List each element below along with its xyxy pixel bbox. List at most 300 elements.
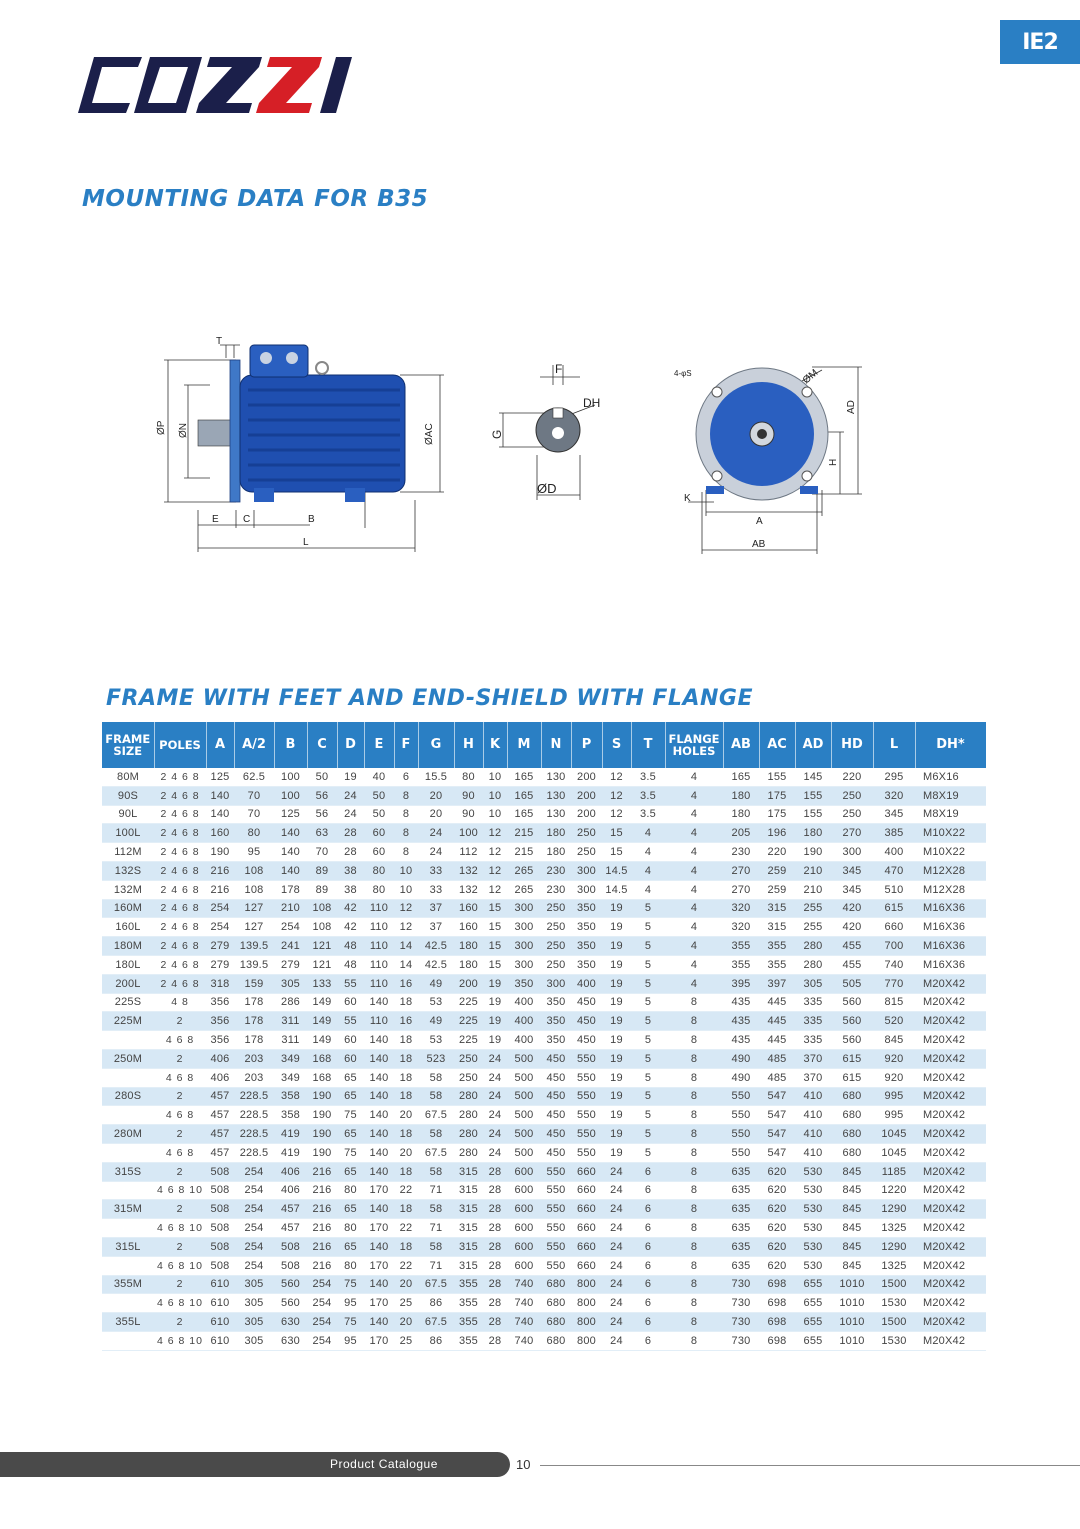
table-cell: 620	[759, 1200, 795, 1219]
table-cell: 350	[541, 1031, 571, 1050]
table-row	[102, 1294, 986, 1313]
table-cell: 12	[483, 880, 507, 899]
table-cell: 250	[541, 937, 571, 956]
table-cell: 680	[831, 1125, 873, 1144]
table-cell: 24	[602, 1294, 631, 1313]
table-cell: 42	[337, 899, 364, 918]
table-cell: 300	[507, 937, 541, 956]
table-cell: 112M	[102, 843, 154, 862]
table-row	[102, 1012, 986, 1031]
table-cell: 8	[665, 1143, 723, 1162]
table-row	[102, 786, 986, 805]
col-header: A	[206, 722, 234, 768]
table-cell: 470	[873, 861, 915, 880]
table-cell: 108	[307, 918, 337, 937]
table-cell: 508	[274, 1256, 307, 1275]
table-cell: 86	[418, 1331, 454, 1350]
table-cell: 279	[274, 955, 307, 974]
table-cell: 445	[759, 1031, 795, 1050]
table-cell: M20X42	[915, 1049, 986, 1068]
table-cell: 270	[831, 824, 873, 843]
table-row	[102, 1181, 986, 1200]
table-cell: 435	[723, 1031, 759, 1050]
table-cell: 86	[418, 1294, 454, 1313]
table-cell: 24	[602, 1313, 631, 1332]
table-cell: 8	[394, 824, 418, 843]
table-cell: 770	[873, 974, 915, 993]
table-row	[102, 824, 986, 843]
table-cell: 20	[418, 786, 454, 805]
table-cell: 80	[337, 1181, 364, 1200]
table-cell: 5	[631, 974, 665, 993]
table-cell: 228.5	[234, 1143, 274, 1162]
table-cell: 740	[507, 1331, 541, 1350]
table-cell: 80	[337, 1219, 364, 1238]
col-header: F	[394, 722, 418, 768]
table-cell: 60	[337, 1031, 364, 1050]
dim-dh-label: DH	[583, 396, 601, 410]
table-cell: 355L	[102, 1313, 154, 1332]
table-cell: M12X28	[915, 861, 986, 880]
table-cell: 228.5	[234, 1087, 274, 1106]
table-cell: 1530	[873, 1331, 915, 1350]
table-cell: 139.5	[234, 955, 274, 974]
table-cell: M20X42	[915, 1162, 986, 1181]
table-cell: 180	[454, 955, 483, 974]
table-cell: 250	[571, 843, 602, 862]
table-cell: 230	[541, 880, 571, 899]
table-cell: 19	[602, 1143, 631, 1162]
dim-m-label: ØM	[800, 367, 821, 387]
table-cell: 6	[631, 1200, 665, 1219]
table-cell	[102, 1331, 154, 1350]
table-cell: 2	[154, 1237, 206, 1256]
table-cell: 356	[206, 1012, 234, 1031]
table-cell: 125	[206, 768, 234, 786]
table-cell: 216	[307, 1256, 337, 1275]
table-cell: 445	[759, 993, 795, 1012]
table-cell: 225	[454, 1012, 483, 1031]
table-cell: 170	[364, 1294, 394, 1313]
table-cell: 140	[364, 1313, 394, 1332]
table-cell: 6	[631, 1256, 665, 1275]
table-cell: 24	[602, 1162, 631, 1181]
table-cell: 620	[759, 1219, 795, 1238]
table-cell: 305	[234, 1275, 274, 1294]
table-cell: 730	[723, 1313, 759, 1332]
table-cell: M10X22	[915, 824, 986, 843]
table-cell: 508	[206, 1162, 234, 1181]
table-cell: 159	[234, 974, 274, 993]
col-header: M	[507, 722, 541, 768]
table-cell: 508	[206, 1237, 234, 1256]
table-cell: 508	[206, 1256, 234, 1275]
table-cell: 132	[454, 880, 483, 899]
table-cell: 350	[541, 1012, 571, 1031]
table-cell: 6	[631, 1237, 665, 1256]
table-cell: 505	[831, 974, 873, 993]
table-cell: 1045	[873, 1125, 915, 1144]
table-cell: 845	[831, 1219, 873, 1238]
table-cell: 356	[206, 993, 234, 1012]
table-cell: 305	[795, 974, 831, 993]
dim-b-label: B	[308, 514, 315, 525]
table-cell: 5	[631, 937, 665, 956]
table-cell: 620	[759, 1162, 795, 1181]
table-cell: 228.5	[234, 1125, 274, 1144]
table-cell: 550	[571, 1125, 602, 1144]
table-cell: 241	[274, 937, 307, 956]
table-cell: 71	[418, 1181, 454, 1200]
table-cell: 355	[723, 955, 759, 974]
table-cell: 18	[394, 993, 418, 1012]
table-cell: 4	[665, 843, 723, 862]
table-cell: 815	[873, 993, 915, 1012]
table-cell: 80	[234, 824, 274, 843]
table-cell: M20X42	[915, 1068, 986, 1087]
table-cell: 180	[541, 843, 571, 862]
table-cell: 680	[831, 1106, 873, 1125]
table-cell: 3.5	[631, 786, 665, 805]
table-cell: 71	[418, 1219, 454, 1238]
table-cell: 216	[307, 1200, 337, 1219]
table-cell: 450	[541, 1106, 571, 1125]
table-cell: 165	[507, 768, 541, 786]
table-cell: 2 4 6 8	[154, 974, 206, 993]
table-row	[102, 1087, 986, 1106]
col-header: D	[337, 722, 364, 768]
table-cell: 220	[831, 768, 873, 786]
table-cell: 450	[541, 1087, 571, 1106]
table-cell: 995	[873, 1106, 915, 1125]
table-cell: 655	[795, 1294, 831, 1313]
table-cell: 140	[206, 786, 234, 805]
table-cell: 530	[795, 1162, 831, 1181]
table-cell: 65	[337, 1200, 364, 1219]
col-header: K	[483, 722, 507, 768]
dim-g-label: G	[490, 429, 504, 439]
table-row	[102, 768, 986, 786]
table-row	[102, 880, 986, 899]
table-cell: 127	[234, 899, 274, 918]
table-cell: 3.5	[631, 805, 665, 824]
col-header: G	[418, 722, 454, 768]
table-cell: 58	[418, 1087, 454, 1106]
table-cell: 4 6 8	[154, 1031, 206, 1050]
table-cell: 100L	[102, 824, 154, 843]
table-cell: 1325	[873, 1219, 915, 1238]
table-cell: 160	[206, 824, 234, 843]
table-cell: 160	[454, 899, 483, 918]
table-cell: 600	[507, 1200, 541, 1219]
table-cell: 2 4 6 8	[154, 955, 206, 974]
table-cell: 80	[364, 880, 394, 899]
table-cell: 4	[665, 937, 723, 956]
table-cell: 5	[631, 1143, 665, 1162]
table-cell: 225	[454, 1031, 483, 1050]
table-cell: 205	[723, 824, 759, 843]
table-cell: 16	[394, 1012, 418, 1031]
table-cell: 2	[154, 1275, 206, 1294]
table-cell: 65	[337, 1087, 364, 1106]
table-cell: 170	[364, 1331, 394, 1350]
table-cell: M20X42	[915, 1200, 986, 1219]
table-cell: 210	[795, 880, 831, 899]
table-cell: 315	[454, 1181, 483, 1200]
table-cell: 406	[274, 1181, 307, 1200]
table-cell: 10	[394, 880, 418, 899]
table-cell: 485	[759, 1049, 795, 1068]
table-cell: 24	[337, 805, 364, 824]
table-cell: 8	[665, 1181, 723, 1200]
table-cell: 24	[483, 1087, 507, 1106]
table-cell: 58	[418, 1200, 454, 1219]
table-cell: 8	[665, 1125, 723, 1144]
table-cell: 60	[337, 993, 364, 1012]
table-cell: 203	[234, 1068, 274, 1087]
table-cell: 620	[759, 1256, 795, 1275]
table-row	[102, 805, 986, 824]
col-header: FRAME SIZE	[102, 722, 154, 768]
table-cell: 18	[394, 1125, 418, 1144]
col-header: P	[571, 722, 602, 768]
table-cell: 140	[364, 1068, 394, 1087]
table-cell: 508	[274, 1237, 307, 1256]
table-cell: 19	[602, 1031, 631, 1050]
table-cell: 550	[571, 1087, 602, 1106]
table-cell: 395	[723, 974, 759, 993]
table-cell: 19	[602, 1106, 631, 1125]
table-cell: 132M	[102, 880, 154, 899]
col-header: N	[541, 722, 571, 768]
table-cell: 1220	[873, 1181, 915, 1200]
table-cell: 12	[394, 918, 418, 937]
table-cell: 550	[723, 1106, 759, 1125]
table-cell: 550	[571, 1106, 602, 1125]
table-cell: 190	[307, 1143, 337, 1162]
table-cell: 58	[418, 1068, 454, 1087]
table-cell: 33	[418, 861, 454, 880]
table-cell: 62.5	[234, 768, 274, 786]
table-cell: 698	[759, 1313, 795, 1332]
table-cell: 24	[602, 1200, 631, 1219]
table-cell: M6X16	[915, 768, 986, 786]
table-cell: 740	[873, 955, 915, 974]
table-cell: 155	[795, 786, 831, 805]
table-cell: 5	[631, 1068, 665, 1087]
dim-ad-label: AD	[846, 400, 857, 414]
dim-l-label: L	[303, 537, 309, 548]
table-cell: 67.5	[418, 1143, 454, 1162]
table-cell: 254	[307, 1331, 337, 1350]
table-cell: 55	[337, 974, 364, 993]
table-cell: 24	[602, 1256, 631, 1275]
dim-ab-label: AB	[752, 539, 766, 550]
table-cell: 139.5	[234, 937, 274, 956]
table-cell: 165	[507, 805, 541, 824]
table-cell: 49	[418, 1012, 454, 1031]
table-cell: 5	[631, 955, 665, 974]
table-cell: 6	[631, 1181, 665, 1200]
table-cell: 730	[723, 1294, 759, 1313]
table-cell: 12	[483, 861, 507, 880]
table-cell: 24	[602, 1219, 631, 1238]
table-cell: 112	[454, 843, 483, 862]
table-cell: 457	[206, 1087, 234, 1106]
table-cell: 4	[665, 974, 723, 993]
table-cell: 121	[307, 955, 337, 974]
table-cell: 2 4 6 8	[154, 899, 206, 918]
footer-label: Product Catalogue	[330, 1457, 438, 1471]
table-cell: 270	[723, 880, 759, 899]
table-cell: 355	[454, 1331, 483, 1350]
table-cell: 8	[665, 1294, 723, 1313]
table-cell: 600	[507, 1256, 541, 1275]
table-cell: 550	[723, 1087, 759, 1106]
mounting-data-table	[102, 722, 987, 1351]
table-cell: 600	[507, 1237, 541, 1256]
table-cell: 615	[831, 1068, 873, 1087]
table-cell: 49	[418, 974, 454, 993]
table-cell: 500	[507, 1125, 541, 1144]
table-cell: 550	[541, 1162, 571, 1181]
table-cell: 55	[337, 1012, 364, 1031]
table-cell: 315	[454, 1237, 483, 1256]
table-cell: 20	[394, 1275, 418, 1294]
col-header: AC	[759, 722, 795, 768]
shaft-section-diagram	[485, 355, 615, 510]
table-cell: 8	[665, 1237, 723, 1256]
table-cell: 450	[541, 1068, 571, 1087]
table-cell: 800	[571, 1275, 602, 1294]
table-cell: 24	[483, 1106, 507, 1125]
table-cell: 89	[307, 880, 337, 899]
table-cell: 110	[364, 974, 394, 993]
table-cell: 90L	[102, 805, 154, 824]
table-cell: 660	[571, 1219, 602, 1238]
table-cell: 95	[234, 843, 274, 862]
table-row	[102, 1256, 986, 1275]
table-header-row	[102, 722, 986, 768]
table-cell: 8	[394, 843, 418, 862]
table-cell: 60	[364, 824, 394, 843]
table-cell: 845	[831, 1256, 873, 1275]
table-cell: 300	[571, 880, 602, 899]
table-cell: 920	[873, 1068, 915, 1087]
table-cell: 18	[394, 1237, 418, 1256]
table-cell: 8	[665, 1200, 723, 1219]
table-cell: 280	[795, 955, 831, 974]
table-cell: 108	[307, 899, 337, 918]
table-cell	[102, 1219, 154, 1238]
table-cell: 200	[571, 786, 602, 805]
table-cell: 630	[274, 1313, 307, 1332]
table-cell: 1500	[873, 1275, 915, 1294]
table-cell: 660	[571, 1181, 602, 1200]
table-cell: 19	[602, 899, 631, 918]
table-cell: 22	[394, 1181, 418, 1200]
table-cell: 4	[665, 899, 723, 918]
table-cell: 15	[483, 955, 507, 974]
table-cell: 4	[631, 861, 665, 880]
table-cell: 355	[454, 1313, 483, 1332]
table-cell: 140	[364, 1031, 394, 1050]
table-cell: 500	[507, 1087, 541, 1106]
table-cell: 419	[274, 1143, 307, 1162]
table-cell: 230	[541, 861, 571, 880]
table-cell: 655	[795, 1331, 831, 1350]
table-cell: 190	[307, 1087, 337, 1106]
table-cell: 2 4 6 8	[154, 937, 206, 956]
table-cell: 8	[665, 1068, 723, 1087]
table-cell: 14	[394, 955, 418, 974]
table-cell: 110	[364, 899, 394, 918]
table-cell: 1010	[831, 1294, 873, 1313]
table-cell: 42.5	[418, 937, 454, 956]
table-cell: 19	[602, 1125, 631, 1144]
table-cell: 10	[483, 786, 507, 805]
col-header: DH*	[915, 722, 986, 768]
table-cell: 250	[541, 899, 571, 918]
table-cell: 170	[364, 1256, 394, 1275]
table-cell: 228.5	[234, 1106, 274, 1125]
table-cell: 28	[483, 1237, 507, 1256]
table-cell: 335	[795, 1031, 831, 1050]
col-header: C	[307, 722, 337, 768]
table-cell: 168	[307, 1049, 337, 1068]
table-cell: 5	[631, 1031, 665, 1050]
table-cell: 71	[418, 1256, 454, 1275]
table-cell: 655	[795, 1275, 831, 1294]
table-cell: 18	[394, 1200, 418, 1219]
table-cell: 1500	[873, 1313, 915, 1332]
table-cell: 295	[873, 768, 915, 786]
table-cell: M16X36	[915, 937, 986, 956]
table-cell: 24	[483, 1125, 507, 1144]
table-cell: 24	[602, 1181, 631, 1200]
table-cell: 2	[154, 1200, 206, 1219]
table-cell: M20X42	[915, 1181, 986, 1200]
table-cell: 550	[541, 1219, 571, 1238]
table-cell: 210	[274, 899, 307, 918]
table-cell: 20	[394, 1106, 418, 1125]
table-cell: 250	[541, 918, 571, 937]
table-cell: 385	[873, 824, 915, 843]
table-cell: 370	[795, 1068, 831, 1087]
table-cell: 22	[394, 1219, 418, 1238]
table-cell: 1290	[873, 1237, 915, 1256]
page-number: 10	[516, 1457, 531, 1472]
table-cell: 48	[337, 937, 364, 956]
table-cell: 18	[394, 1068, 418, 1087]
table-cell: 845	[831, 1237, 873, 1256]
table-cell: 397	[759, 974, 795, 993]
table-cell: 15	[602, 843, 631, 862]
table-cell: 8	[665, 1162, 723, 1181]
table-cell: 1010	[831, 1313, 873, 1332]
table-cell: 56	[307, 805, 337, 824]
table-cell: 2 4 6 8	[154, 786, 206, 805]
table-cell: 15.5	[418, 768, 454, 786]
table-cell: 455	[831, 955, 873, 974]
table-cell: 4	[665, 955, 723, 974]
table-cell: 5	[631, 899, 665, 918]
table-cell: 200L	[102, 974, 154, 993]
table-cell: 547	[759, 1125, 795, 1144]
table-cell: 800	[571, 1294, 602, 1313]
table-cell: 53	[418, 1031, 454, 1050]
table-cell: 410	[795, 1087, 831, 1106]
